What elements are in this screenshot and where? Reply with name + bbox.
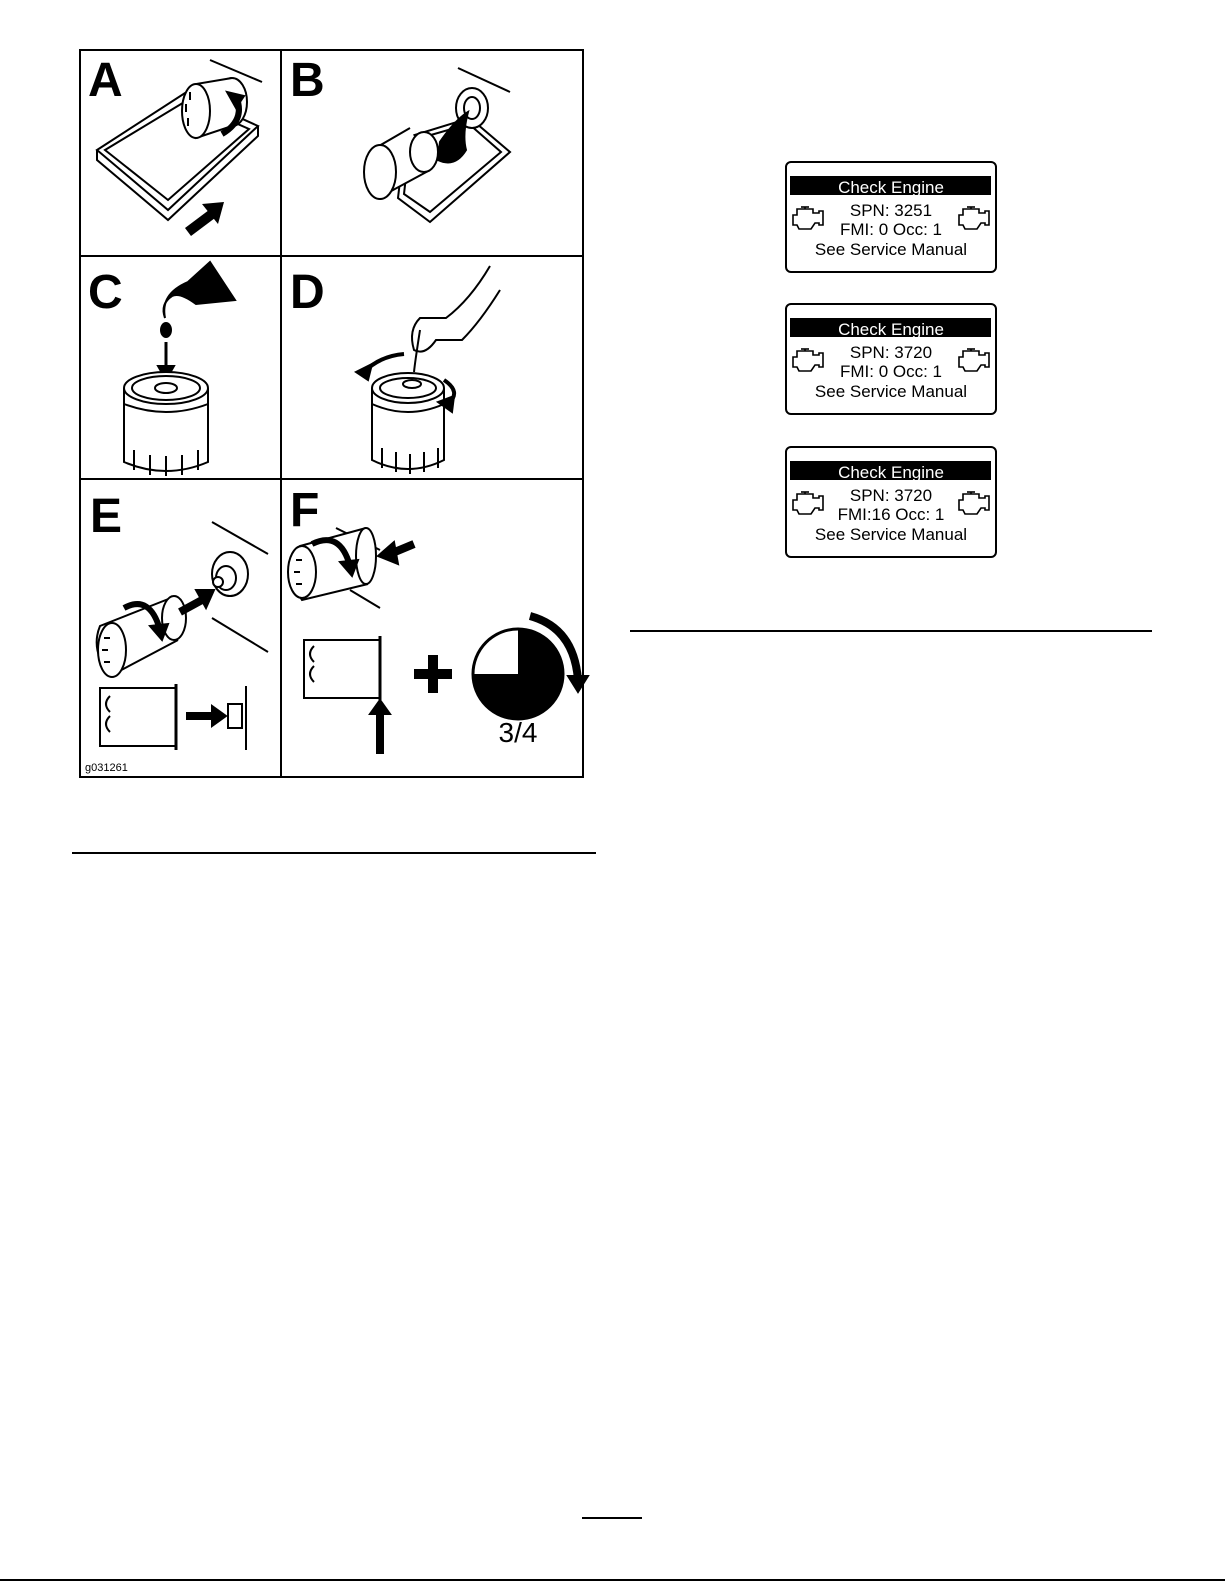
check-engine-display-2 bbox=[786, 304, 996, 414]
display-1-footer: See Service Manual bbox=[814, 240, 968, 259]
check-engine-display-3 bbox=[786, 447, 996, 557]
figure-id: g031261 bbox=[85, 762, 128, 774]
footer-rule bbox=[0, 1579, 1225, 1581]
panel-letter-b: B bbox=[290, 54, 325, 107]
panel-letter-f: F bbox=[290, 484, 320, 537]
display-3-spn: SPN: 3720 bbox=[849, 486, 933, 505]
engine-icon bbox=[959, 349, 989, 371]
display-3-fmi-occ: FMI:16 Occ: 1 bbox=[837, 505, 945, 524]
display-3-footer: See Service Manual bbox=[814, 525, 968, 544]
panel-letter-e: E bbox=[90, 490, 123, 543]
page-number-rule bbox=[582, 1517, 642, 1519]
right-column-rule bbox=[630, 630, 1152, 632]
engine-icon bbox=[793, 207, 823, 229]
display-2-spn: SPN: 3720 bbox=[849, 343, 933, 362]
display-1-spn: SPN: 3251 bbox=[849, 201, 933, 220]
oil-filter-figure bbox=[80, 50, 588, 777]
display-1-title: Check Engine bbox=[838, 178, 944, 197]
engine-icon bbox=[793, 492, 823, 514]
left-column-rule bbox=[72, 852, 596, 854]
fraction-label: 3/4 bbox=[498, 717, 538, 748]
display-2-footer: See Service Manual bbox=[814, 382, 968, 401]
panel-letter-d: D bbox=[290, 266, 325, 319]
engine-icon bbox=[959, 207, 989, 229]
engine-icon bbox=[959, 492, 989, 514]
display-3-title: Check Engine bbox=[838, 463, 944, 482]
panel-letter-a: A bbox=[88, 54, 123, 107]
panel-letter-c: C bbox=[88, 266, 123, 319]
check-engine-display-1 bbox=[786, 162, 996, 272]
display-1-fmi-occ: FMI: 0 Occ: 1 bbox=[839, 220, 943, 239]
display-2-fmi-occ: FMI: 0 Occ: 1 bbox=[839, 362, 943, 381]
engine-icon bbox=[793, 349, 823, 371]
display-2-title: Check Engine bbox=[838, 320, 944, 339]
